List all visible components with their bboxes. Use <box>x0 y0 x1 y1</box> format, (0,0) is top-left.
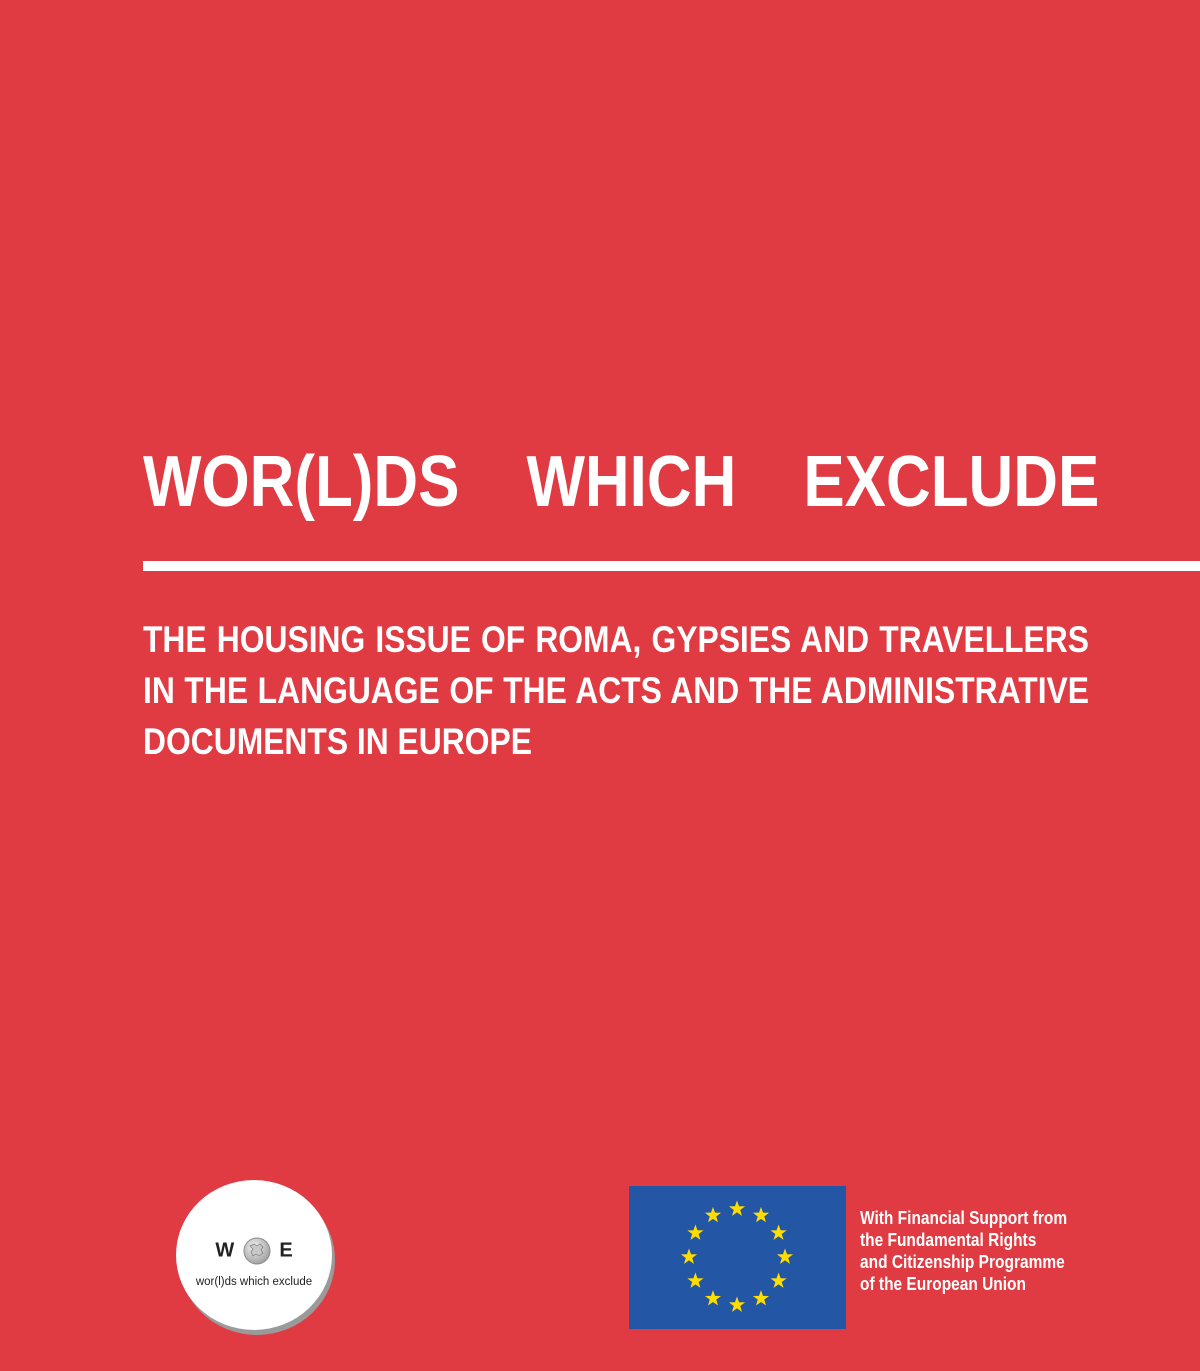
eu-star-icon <box>681 1249 697 1264</box>
subtitle-text: THE HOUSING ISSUE OF ROMA, GYPSIES AND TRAVELLERS IN THE LANGUAGE OF THE ACTS AND THE ADMINISTRATIVE DOCUMENTS IN EUROPE <box>143 619 1089 762</box>
eu-flag-icon <box>629 1186 846 1329</box>
eu-support-line: of the European Union <box>860 1274 1026 1294</box>
eu-star-icon <box>705 1290 721 1305</box>
logo-tagline: wor(l)ds which exclude <box>195 1276 313 1288</box>
eu-star-icon <box>729 1297 745 1312</box>
eu-star-icon <box>777 1249 793 1264</box>
eu-star-icon <box>705 1207 721 1222</box>
eu-star-icon <box>753 1207 769 1222</box>
eu-support-line: the Fundamental Rights <box>860 1230 1037 1250</box>
title-word: WHICH <box>526 442 737 522</box>
eu-star-icon <box>729 1201 745 1216</box>
title-word: EXCLUDE <box>803 442 1100 522</box>
logo-letter-e: E <box>279 1239 293 1262</box>
eu-star-icon <box>687 1273 703 1288</box>
eu-star-icon <box>687 1225 703 1240</box>
cover-title <box>143 440 1100 524</box>
eu-support-line: and Citizenship Programme <box>860 1252 1065 1272</box>
eu-support-line: With Financial Support from <box>860 1208 1068 1228</box>
eu-stars <box>629 1186 846 1329</box>
cover-subtitle <box>143 614 1088 767</box>
eu-star-icon <box>770 1225 786 1240</box>
title-word: WOR(L)DS <box>143 442 460 522</box>
title-divider <box>143 561 1200 571</box>
eu-star-icon <box>770 1273 786 1288</box>
logo-letters <box>176 1237 332 1265</box>
eu-support-text <box>860 1207 1084 1295</box>
logo-letter-w: W <box>215 1239 235 1262</box>
project-logo <box>176 1180 336 1335</box>
europe-globe-icon <box>243 1237 271 1265</box>
eu-star-icon <box>753 1290 769 1305</box>
